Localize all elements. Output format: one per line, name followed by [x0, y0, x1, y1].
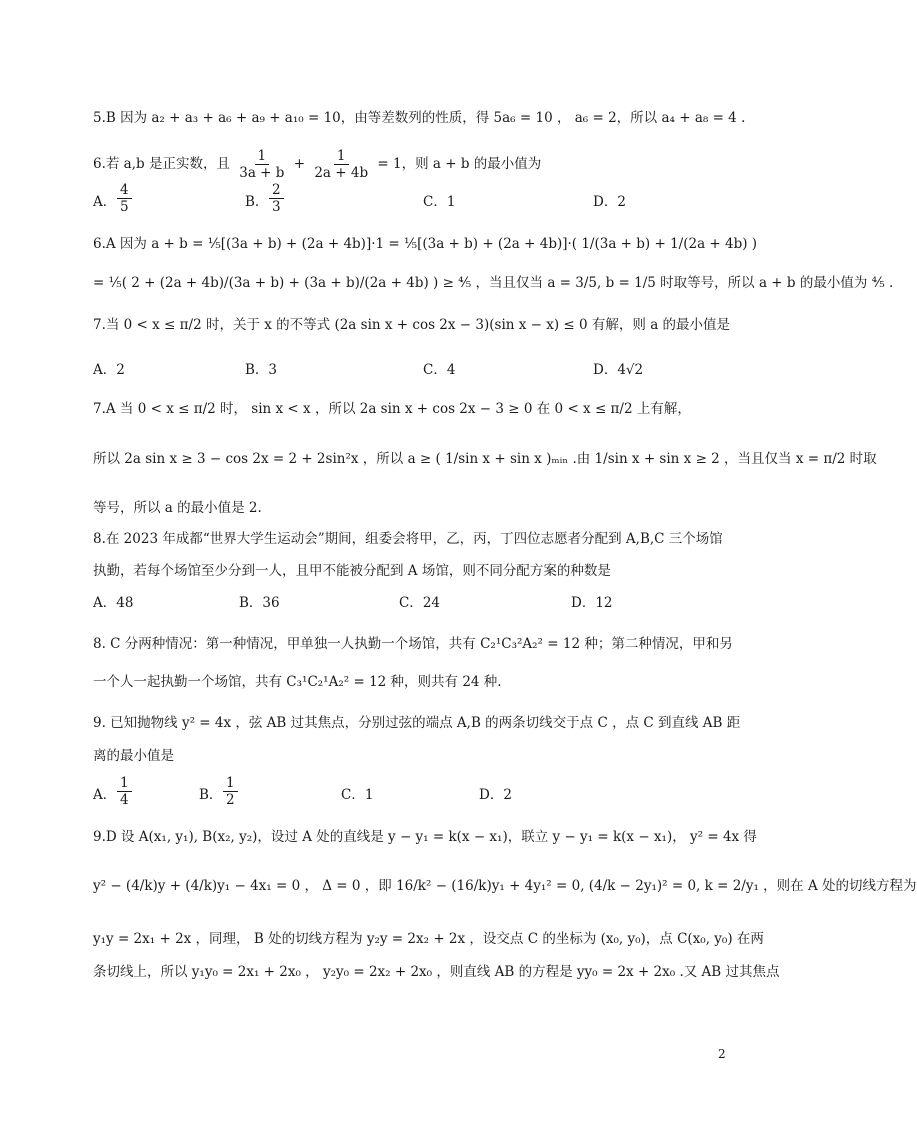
q6-option-d: D．2 — [593, 194, 626, 210]
answer-9-line-1: 9.D 设 A(x₁, y₁), B(x₂, y₂)，设过 A 处的直线是 y − y₁ = k(x − x₁)，联立 y − y₁ = k(x − x₁)， y² = 4x 得 — [93, 829, 757, 845]
question-8-line-1: 8.在 2023 年成都“世界大学生运动会”期间，组委会将甲，乙，丙，丁四位志愿者分配到 A,B,C 三个场馆 — [93, 531, 723, 547]
answer-5: 5.B 因为 a₂ + a₃ + a₆ + a₉ + a₁₀ = 10，由等差数列的性质，得 5a₆ = 10 ， a₆ = 2，所以 a₄ + a₈ = 4 . — [93, 110, 746, 126]
question-8-line-2: 执勤，若每个场馆至少分到一人，且甲不能被分配到 A 场馆，则不同分配方案的种数是 — [93, 563, 611, 579]
q6-option-c: C．1 — [423, 194, 456, 210]
q8-option-b: B．36 — [239, 595, 280, 611]
q6-option-b: B． $\frac{2}{3}$ — [245, 182, 286, 215]
q9-option-d: D．2 — [479, 787, 512, 803]
q7-option-a: A．2 — [93, 362, 125, 378]
q6-options — [93, 182, 733, 218]
answer-9-line-2: y² − (4/k)y + (4/k)y₁ − 4x₁ = 0 ， Δ = 0 ，即 16/k² − (16/k)y₁ + 4y₁² = 0, (4/k − 2y₁)² = 0, k = 2/y₁ ，则在 A 处的切线方程为 — [93, 878, 917, 894]
q7-option-c: C．4 — [423, 362, 456, 378]
answer-7-line-2: 所以 2a sin x ≥ 3 − cos 2x = 2 + 2sin²x ，所以 a ≥ ( 1/sin x + sin x )ₘᵢₙ .由 1/sin x + sin x ≥ 2 ，当且仅当 x = π/2 时取 — [93, 451, 877, 467]
answer-7-line-1: 7.A 当 0 < x ≤ π/2 时， sin x < x ，所以 2a sin x + cos 2x − 3 ≥ 0 在 0 < x ≤ π/2 上有解， — [93, 401, 691, 417]
q8-option-a: A．48 — [93, 595, 134, 611]
answer-9-line-3: y₁y = 2x₁ + 2x ，同理， B 处的切线方程为 y₂y = 2x₂ + 2x ，设交点 C 的坐标为 (x₀, y₀)，点 C(x₀, y₀) 在两 — [93, 931, 764, 947]
q9-option-c: C．1 — [341, 787, 374, 803]
q7-option-b: B．3 — [245, 362, 278, 378]
q6-fraction-2: $\frac{1}{2a + 4b}$ — [314, 148, 369, 181]
q7-options — [93, 358, 733, 394]
question-7: 7.当 0 < x ≤ π/2 时，关于 x 的不等式 (2a sin x + cos 2x − 3)(sin x − x) ≤ 0 有解，则 a 的最小值是 — [93, 317, 731, 333]
question-9-line-1: 9. 已知抛物线 y² = 4x ，弦 AB 过其焦点，分别过弦的端点 A,B 的两条切线交于点 C ，点 C 到直线 AB 距 — [93, 715, 741, 731]
q6-post: = 1，则 a + b 的最小值为 — [377, 156, 542, 172]
q6-option-a: A． $\frac{4}{5}$ — [93, 182, 134, 215]
q6-fraction-1: $\frac{1}{3a + b}$ — [239, 148, 285, 181]
answer-6-line-1: 6.A 因为 a + b = ⅕[(3a + b) + (2a + 4b)]·1 = ⅕[(3a + b) + (2a + 4b)]·( 1/(3a + b) + 1/(2a + 4b) ) — [93, 236, 758, 252]
question-9-line-2: 离的最小值是 — [93, 748, 174, 764]
q8-options — [93, 591, 733, 627]
q6-pre: 6.若 a,b 是正实数，且 — [93, 156, 230, 172]
q9-option-b: B． $\frac{1}{2}$ — [199, 775, 240, 808]
page-number: 2 — [718, 1047, 726, 1061]
question-6 — [93, 148, 714, 181]
q7-option-d: D．4√2 — [593, 362, 644, 378]
answer-6-line-2: = ⅕( 2 + (2a + 4b)/(3a + b) + (3a + b)/(2a + 4b) ) ≥ ⅘ ，当且仅当 a = 3/5, b = 1/5 时取等号，所以 a + b 的最小值为 ⅘ . — [93, 275, 894, 291]
q8-option-d: D．12 — [571, 595, 613, 611]
answer-8-line-1: 8. C 分两种情况：第一种情况，甲单独一人执勤一个场馆，共有 C₂¹C₃²A₂² = 12 种；第二种情况，甲和另 — [93, 636, 733, 652]
q9-options — [93, 775, 733, 811]
answer-9-line-4: 条切线上，所以 y₁y₀ = 2x₁ + 2x₀ ， y₂y₀ = 2x₂ + 2x₀ ，则直线 AB 的方程是 yy₀ = 2x + 2x₀ .又 AB 过其焦点 — [93, 964, 780, 980]
answer-7-line-3: 等号，所以 a 的最小值是 2. — [93, 500, 262, 516]
answer-8-line-2: 一个人一起执勤一个场馆，共有 C₃¹C₂¹A₂² = 12 种，则共有 24 种. — [93, 674, 502, 690]
q9-option-a: A． $\frac{1}{4}$ — [93, 775, 134, 808]
q8-option-c: C．24 — [399, 595, 441, 611]
q6-plus: + — [293, 156, 306, 172]
